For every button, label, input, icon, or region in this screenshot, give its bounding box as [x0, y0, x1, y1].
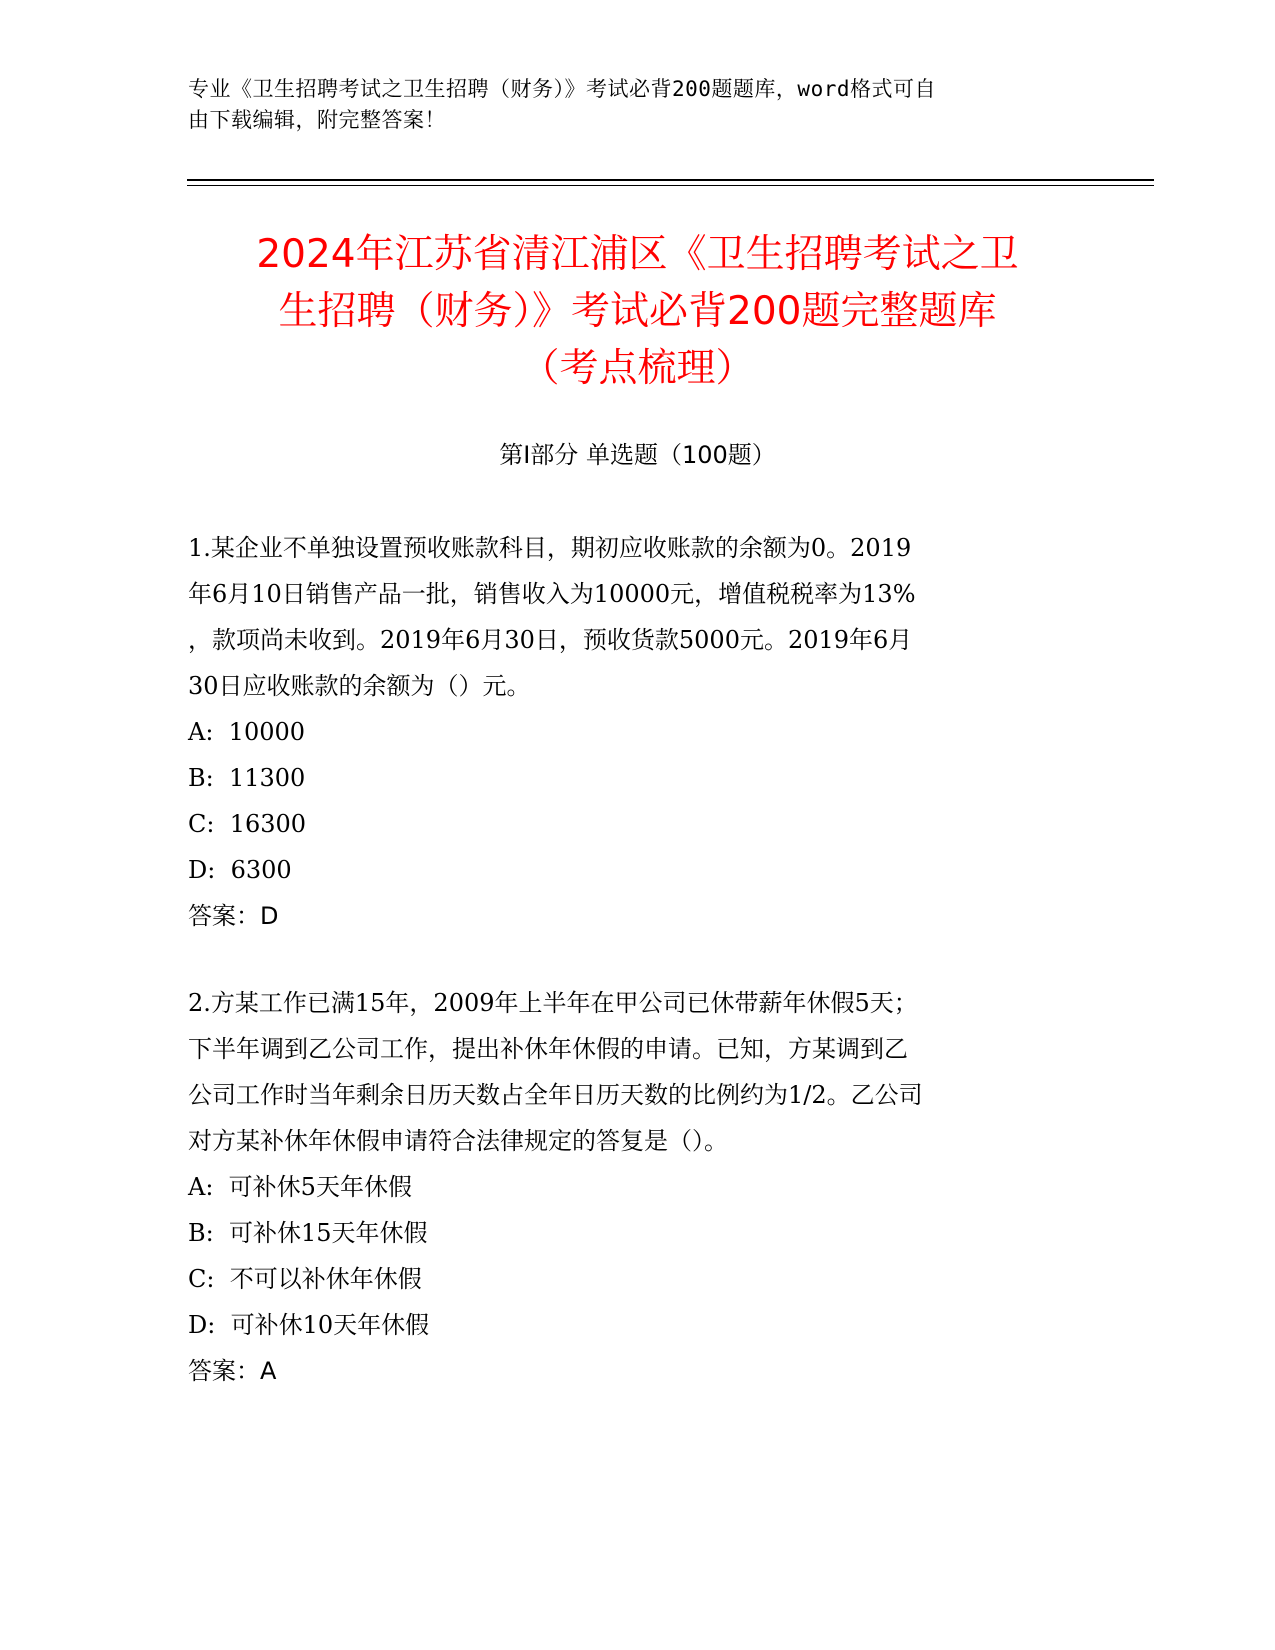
- answer: 答案：D: [188, 902, 279, 930]
- option-d: D: 可补休10天年休假: [188, 1311, 430, 1339]
- question-stem-line: 下半年调到乙公司工作，提出补休年休假的申请。已知，方某调到乙: [188, 1035, 908, 1063]
- answer: 答案：A: [188, 1357, 277, 1385]
- option-d: D: 6300: [188, 856, 292, 884]
- question-stem-line: 公司工作时当年剩余日历天数占全年日历天数的比例约为1/2。乙公司: [188, 1081, 923, 1109]
- header-note-line-1: 专业《卫生招聘考试之卫生招聘（财务）》考试必背200题题库，word格式可自: [188, 77, 936, 101]
- question-stem-line: ，款项尚未收到。2019年6月30日，预收货款5000元。2019年6月: [188, 626, 913, 654]
- question-1: [188, 525, 1088, 939]
- question-stem-line: 对方某补休年休假申请符合法律规定的答复是（）。: [188, 1127, 728, 1155]
- question-2: [188, 980, 1088, 1394]
- header-rule-thin: [187, 185, 1154, 186]
- option-a: A: 10000: [188, 718, 306, 746]
- header-note-line-2: 由下载编辑，附完整答案！: [188, 108, 446, 132]
- option-c: C: 不可以补休年休假: [188, 1265, 422, 1293]
- question-stem-line: 30日应收账款的余额为（）元。: [188, 672, 531, 700]
- question-stem-line: 2.方某工作已满15年，2009年上半年在甲公司已休带薪年休假5天；: [188, 989, 918, 1017]
- option-c: C: 16300: [188, 810, 307, 838]
- title-line-2: 生招聘（财务）》考试必背200题完整题库: [278, 289, 997, 334]
- option-b: B: 11300: [188, 764, 306, 792]
- option-a: A: 可补休5天年休假: [188, 1173, 412, 1201]
- question-stem-line: 1.某企业不单独设置预收账款科目，期初应收账款的余额为0。2019: [188, 534, 912, 562]
- section-title: 第Ⅰ部分 单选题（100题）: [499, 441, 776, 469]
- header-rule-thick: [187, 179, 1154, 181]
- document-title: [150, 226, 1125, 397]
- header-note: [188, 74, 1088, 136]
- title-line-1: 2024年江苏省清江浦区《卫生招聘考试之卫: [256, 232, 1019, 277]
- title-line-3: （考点梳理）: [520, 346, 755, 391]
- option-b: B: 可补休15天年休假: [188, 1219, 428, 1247]
- question-stem-line: 年6月10日销售产品一批，销售收入为10000元，增值税税率为13%: [188, 580, 916, 608]
